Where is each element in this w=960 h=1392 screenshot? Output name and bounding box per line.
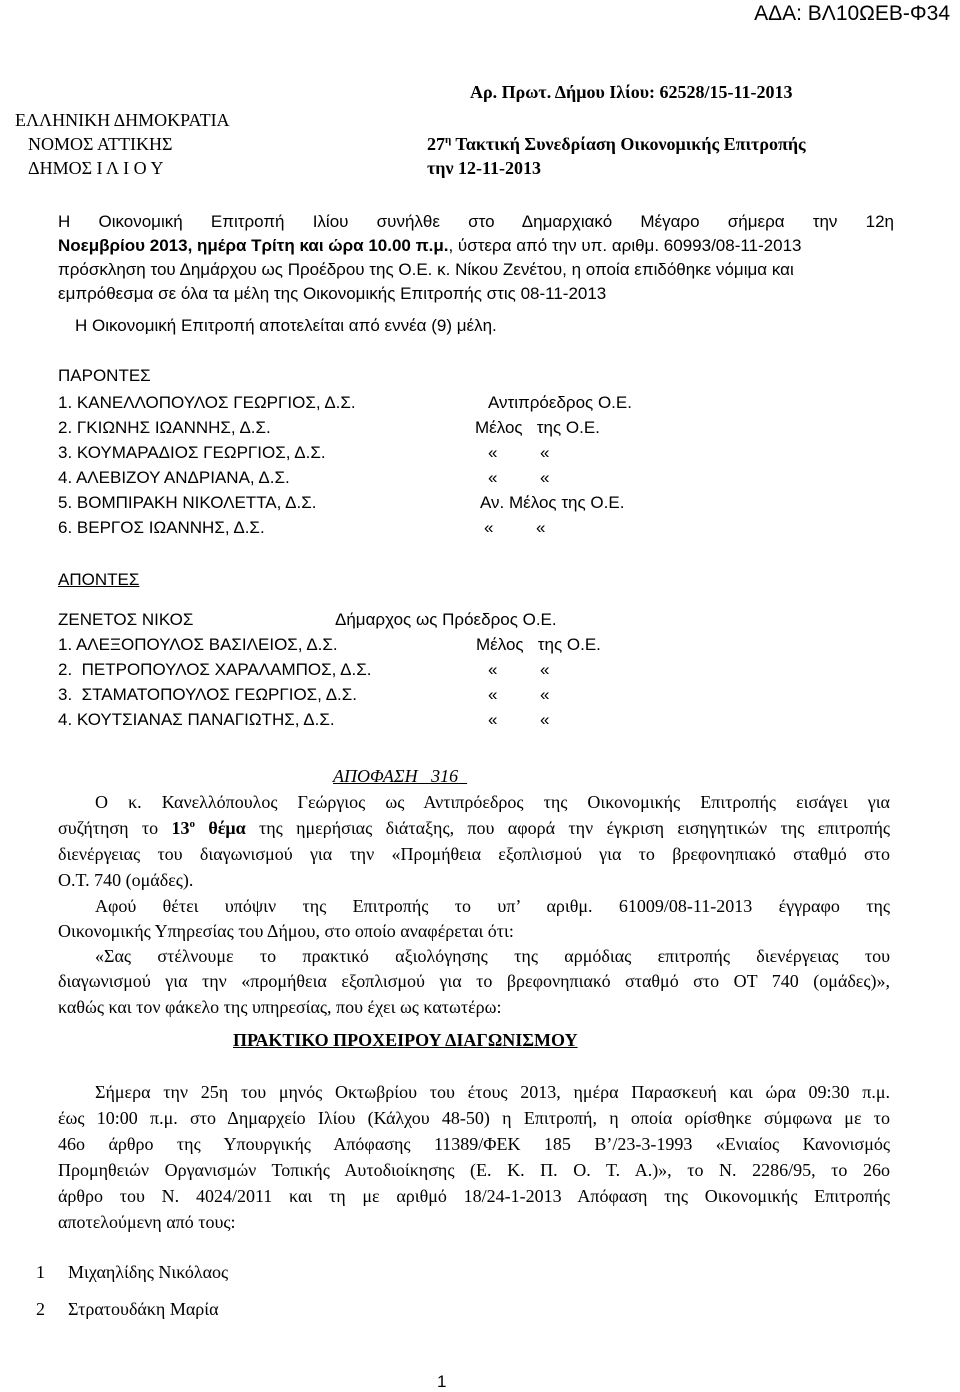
practice-line-2: έως 10:00 π.μ. στο Δημαρχείο Ιλίου (Κάλχου 48-50) η Επιτροπή, η οποία ορίσθηκε σύμφωνα με το — [58, 1108, 890, 1128]
protocol-number: Αρ. Πρωτ. Δήμου Ιλίου: 62528/15-11-2013 — [470, 82, 793, 102]
practice-line-3: 46ο άρθρο της Υπουργικής Απόφασης 11389/ΦΕΚ 185 Β’/23-3-1993 «Ενιαίος Κανονισμός — [58, 1134, 890, 1154]
ada-code: ΑΔΑ: ΒΛ10ΩΕΒ-Φ34 — [754, 2, 950, 25]
intro-line-2-rest: , ύστερα από την υπ. αριθμ. 60993/08-11-2013 — [448, 236, 802, 255]
intro-line-4: εμπρόθεσμα σε όλα τα μέλη της Οικονομικής Επιτροπής στις 08-11-2013 — [58, 284, 607, 303]
agenda-item-label: θέμα — [194, 818, 246, 838]
present-member-role: Μέλος της Ο.Ε. — [475, 418, 600, 437]
decision-p3-line-3: καθώς και τον φάκελο της υπηρεσίας, που έχει ως κατωτέρω: — [58, 997, 502, 1017]
absent-title: ΑΠΟΝΤΕΣ — [58, 570, 140, 589]
intro-line-1: Η Οικονομική Επιτροπή Ιλίου συνήλθε στο Δημαρχιακό Μέγαρο σήμερα την 12η — [58, 212, 894, 231]
agenda-item-number: 13 — [171, 818, 190, 838]
committee-member-number: 1 — [36, 1262, 45, 1282]
committee-member-name: Μιχαηλίδης Νικόλαος — [68, 1262, 229, 1282]
present-member-name: 2. ΓΚΙΩΝΗΣ ΙΩΑΝΝΗΣ, Δ.Σ. — [58, 418, 271, 437]
present-member-role: « « — [484, 518, 546, 537]
decision-p2-line-1: Αφού θέτει υπόψιν της Επιτροπής το υπ’ αριθμ. 61009/08-11-2013 έγγραφο της — [95, 896, 890, 916]
header-republic: ΕΛΛΗΝΙΚΗ ΔΗΜΟΚΡΑΤΙΑ — [15, 110, 230, 130]
decision-title: ΑΠΟΦΑΣΗ 316 — [333, 766, 468, 786]
present-member-role: « « — [488, 443, 550, 462]
absent-member-name: 3. ΣΤΑΜΑΤΟΠΟΥΛΟΣ ΓΕΩΡΓΙΟΣ, Δ.Σ. — [58, 685, 358, 704]
absent-member-name: 1. ΑΛΕΞΟΠΟΥΛΟΣ ΒΑΣΙΛΕΙΟΣ, Δ.Σ. — [58, 635, 338, 654]
practice-title: ΠΡΑΚΤΙΚΟ ΠΡΟΧΕΙΡΟΥ ΔΙΑΓΩΝΙΣΜΟΥ — [233, 1030, 578, 1050]
absent-member-name: 4. ΚΟΥΤΣΙΑΝΑΣ ΠΑΝΑΓΙΩΤΗΣ, Δ.Σ. — [58, 710, 335, 729]
practice-line-5: άρθρο του Ν. 4024/2011 και τη με αριθμό 18/24-1-2013 Απόφαση της Οικονομικής Επιτροπής — [58, 1186, 890, 1206]
intro-date-bold: Νοεμβρίου 2013, ημέρα Τρίτη και ώρα 10.00 π.μ. — [58, 236, 449, 255]
decision-p3-line-2: διαγωνισμού για την «προμήθεια εξοπλισμού για το βρεφονηπιακό σταθμό στο ΟΤ 740 (ομάδες)», — [58, 971, 890, 991]
present-member-role: Αντιπρόεδρος Ο.Ε. — [488, 393, 632, 412]
decision-p1-line-3: διενέργειας του διαγωνισμού για την «Προμήθεια εξοπλισμού για το βρεφονηπιακό σταθμό στο — [58, 844, 890, 864]
session-number: 27 — [427, 134, 445, 154]
absent-member-role: Δήμαρχος ως Πρόεδρος Ο.Ε. — [335, 610, 557, 629]
header-municipality: ΔΗΜΟΣ Ι Λ Ι Ο Υ — [28, 158, 164, 178]
page-number: 1 — [437, 1372, 447, 1391]
present-member-name: 1. ΚΑΝΕΛΛΟΠΟΥΛΟΣ ΓΕΩΡΓΙΟΣ, Δ.Σ. — [58, 393, 356, 412]
session-sup: η — [445, 134, 452, 146]
practice-line-6: αποτελούμενη από τους: — [58, 1212, 236, 1232]
absent-member-role: « « — [488, 685, 550, 704]
absent-member-role: Μέλος της Ο.Ε. — [476, 635, 601, 654]
header-prefecture: ΝΟΜΟΣ ΑΤΤΙΚΗΣ — [28, 134, 173, 154]
committee-member-number: 2 — [36, 1299, 45, 1319]
decision-p2-line-2: Οικονομικής Υπηρεσίας του Δήμου, στο οποίο αναφέρεται ότι: — [58, 921, 514, 941]
session-date: την 12-11-2013 — [427, 158, 542, 178]
practice-line-4: Προμηθειών Οργανισμών Τοπικής Αυτοδιοίκησης (Ε. Κ. Π. Ο. Τ. Α.)», το Ν. 2286/95, το 26ο — [58, 1160, 890, 1180]
present-title: ΠΑΡΟΝΤΕΣ — [58, 366, 151, 385]
decision-p1-text-b: της ημερήσιας διάταξης, που αφορά την έγκριση εισηγητικών της επιτροπής — [245, 818, 890, 838]
decision-p1-text-a: συζήτηση το — [58, 818, 172, 838]
session-text: Τακτική Συνεδρίαση Οικονομικής Επιτροπής — [451, 134, 806, 154]
intro-line-2 — [58, 236, 801, 256]
agenda-item-sup: ο — [189, 818, 195, 830]
absent-member-role: « « — [488, 710, 550, 729]
present-member-role: Αν. Μέλος της Ο.Ε. — [480, 493, 625, 512]
present-member-name: 3. ΚΟΥΜΑΡΑΔΙΟΣ ΓΕΩΡΓΙΟΣ, Δ.Σ. — [58, 443, 326, 462]
decision-p1-line-1: Ο κ. Κανελλόπουλος Γεώργιος ως Αντιπρόεδρος της Οικονομικής Επιτροπής εισάγει για — [95, 792, 890, 812]
decision-p1-line-2 — [58, 818, 890, 839]
committee-member-name: Στρατουδάκη Μαρία — [68, 1299, 219, 1319]
present-member-name: 6. ΒΕΡΓΟΣ ΙΩΑΝΝΗΣ, Δ.Σ. — [58, 518, 265, 537]
decision-p1-line-4: Ο.Τ. 740 (ομάδες). — [58, 870, 194, 890]
intro-line-5: Η Οικονομική Επιτροπή αποτελείται από εννέα (9) μέλη. — [75, 316, 497, 335]
absent-member-name: ΖΕΝΕΤΟΣ ΝΙΚΟΣ — [58, 610, 194, 629]
practice-line-1: Σήμερα την 25η του μηνός Οκτωβρίου του έτους 2013, ημέρα Παρασκευή και ώρα 09:30 π.μ. — [95, 1082, 890, 1102]
present-member-name: 4. ΑΛΕΒΙΖΟΥ ΑΝΔΡΙΑΝΑ, Δ.Σ. — [58, 468, 290, 487]
session-title — [427, 134, 806, 155]
absent-member-role: « « — [488, 660, 550, 679]
present-member-name: 5. ΒΟΜΠΙΡΑΚΗ ΝΙΚΟΛΕΤΤΑ, Δ.Σ. — [58, 493, 317, 512]
decision-p3-line-1: «Σας στέλνουμε το πρακτικό αξιολόγησης της αρμόδιας επιτροπής διενέργειας του — [95, 946, 890, 966]
present-member-role: « « — [488, 468, 550, 487]
intro-line-3: πρόσκληση του Δημάρχου ως Προέδρου της Ο.Ε. κ. Νίκου Ζενέτου, η οποία επιδόθηκε νόμιμα και — [58, 260, 794, 279]
absent-member-name: 2. ΠΕΤΡΟΠΟΥΛΟΣ ΧΑΡΑΛΑΜΠΟΣ, Δ.Σ. — [58, 660, 372, 679]
